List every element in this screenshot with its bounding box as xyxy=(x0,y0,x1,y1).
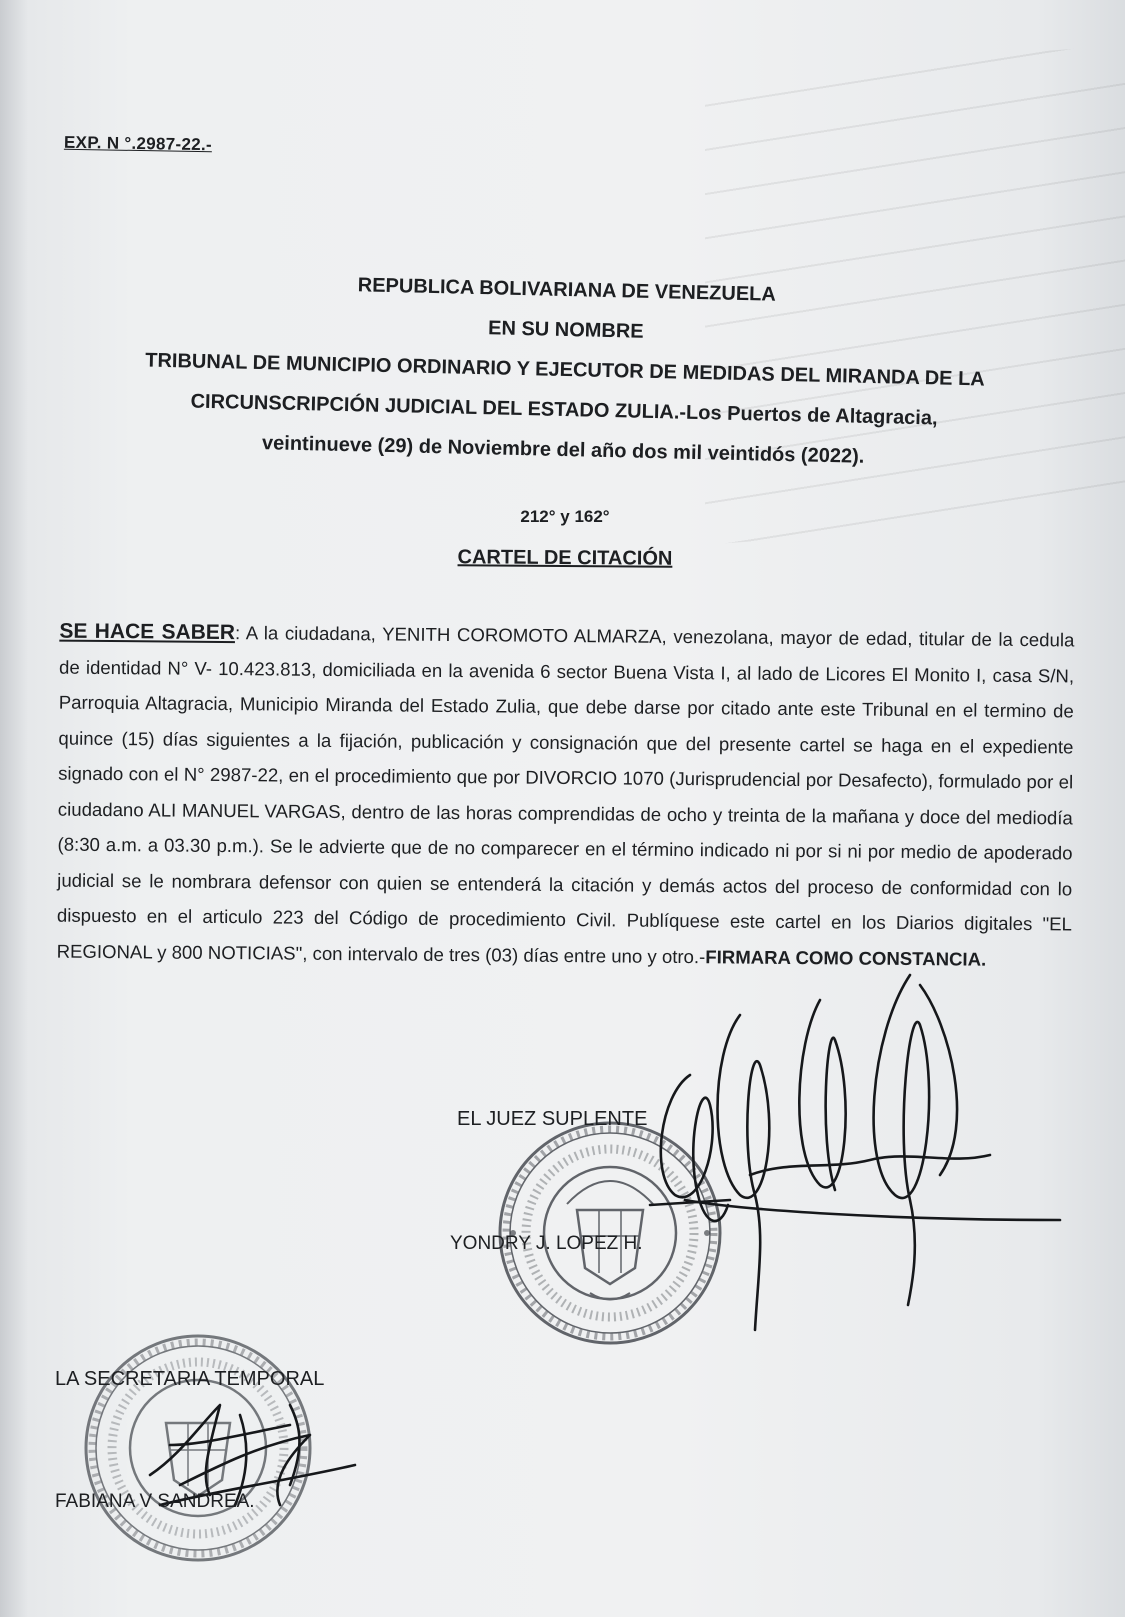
judge-name: YONDRY J. LOPEZ H. xyxy=(450,1233,643,1254)
body-closing: FIRMARA COMO CONSTANCIA. xyxy=(705,945,987,970)
document-header xyxy=(58,259,1072,482)
secretary-title: LA SECRETARIA TEMPORAL xyxy=(55,1368,325,1390)
body-lead: SE HACE SABER xyxy=(59,619,236,645)
years-line: 212° y 162° xyxy=(520,507,610,526)
header-line-republic: REPUBLICA BOLIVARIANA DE VENEZUELA xyxy=(357,274,777,306)
header-line-circunscripcion: CIRCUNSCRIPCIÓN JUDICIAL DEL ESTADO ZULIA.-Los Puertos de Altagracia, xyxy=(190,390,938,430)
document-title: CARTEL DE CITACIÓN xyxy=(457,546,673,570)
header-line-nombre: EN SU NOMBRE xyxy=(487,317,644,343)
judge-signature xyxy=(590,945,1070,1335)
header-line-tribunal: TRIBUNAL DE MUNICIPIO ORDINARIO Y EJECUTOR DE MEDIDAS DEL MIRANDA DE LA xyxy=(144,349,985,391)
header-line-date: veintinueve (29) de Noviembre del año dos mil veintidós (2022). xyxy=(261,432,865,468)
judge-title: EL JUEZ SUPLENTE xyxy=(457,1108,648,1130)
secretary-name: FABIANA V SANDREA. xyxy=(55,1491,255,1512)
body-text: : A la ciudadana, YENITH COROMOTO ALMARZA, venezolana, mayor de edad, titular de la cedula de identidad N° V- 10.423.813, domiciliada en la avenida 6 sector Buena Vista I, al lado de Licores El Monito I, casa S/N, Parroquia Altagracia, Municipio Miranda del Estado Zulia, que debe darse por citado ante este Tribunal en el termino de quince (15) días siguientes a la fijación, publicación y consignación que del presente cartel se haga en el expediente signado con el N° 2987-22, en el procedimiento que por DIVORCIO 1070 (Jurisprudencial por Desafecto), formulado por el ciudadano ALI MANUEL VARGAS, dentro de las horas comprendidas de ocho y treinta de la mañana y doce del mediodía (8:30 a.m. a 03.30 p.m.). Se le advierte que de no comparecer en el término indicado ni por si ni por medio de apoderado judicial se le nombrara defensor con quien se entenderá la citación y demás actos del proceso de conformidad con lo dispuesto en el articulo 223 del Código de procedimiento Civil. Publíquese este cartel en los Diarios digitales "EL REGIONAL y 800 NOTICIAS", con intervalo de tres (03) días entre uno y otro.- xyxy=(56,622,1075,967)
body-paragraph xyxy=(56,614,1074,978)
expediente-number: EXP. N °.2987-22.- xyxy=(63,132,213,155)
